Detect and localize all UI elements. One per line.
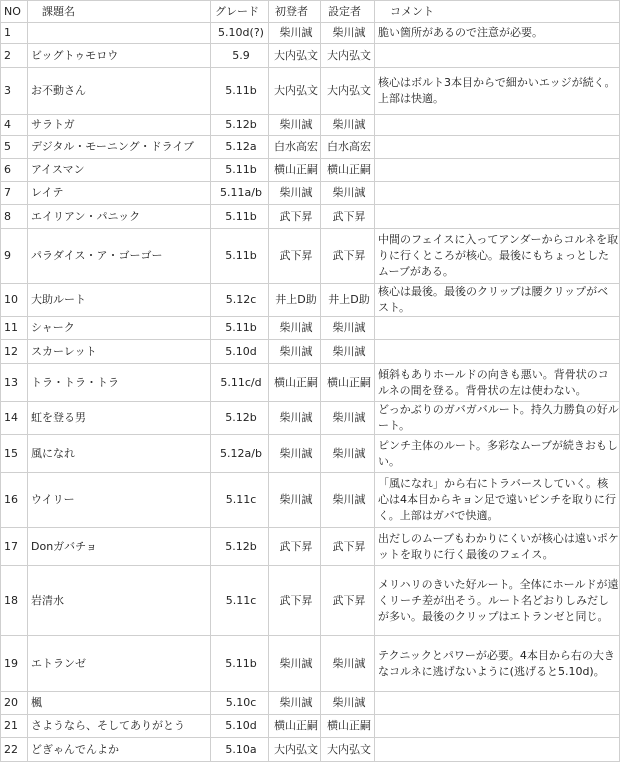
cell-setter: 柴川誠 (321, 317, 375, 340)
cell-no: 11 (1, 317, 28, 340)
cell-route-name: エトランゼ (28, 636, 211, 692)
table-row (1, 229, 620, 284)
cell-no: 17 (1, 528, 28, 566)
cell-grade: 5.11b (211, 636, 269, 692)
cell-grade: 5.12b (211, 115, 269, 136)
cell-first-ascent: 横山正嗣 (269, 364, 321, 402)
cell-first-ascent: 横山正嗣 (269, 159, 321, 182)
table-row (1, 115, 620, 136)
cell-grade: 5.9 (211, 44, 269, 68)
cell-route-name: シャーク (28, 317, 211, 340)
cell-grade: 5.11b (211, 317, 269, 340)
table-row (1, 715, 620, 738)
cell-no: 22 (1, 738, 28, 762)
table-row (1, 159, 620, 182)
cell-setter: 武下昇 (321, 566, 375, 636)
cell-route-name: ビッグトゥモロウ (28, 44, 211, 68)
cell-route-name: レイテ (28, 182, 211, 205)
cell-route-name: ウイリー (28, 473, 211, 528)
cell-no: 21 (1, 715, 28, 738)
cell-comment: 中間のフェイスに入ってアンダーからコルネを取りに行くところが核心。最後にもちょっとしたムーブがある。 (375, 229, 620, 284)
cell-setter: 武下昇 (321, 528, 375, 566)
cell-no: 16 (1, 473, 28, 528)
cell-no: 7 (1, 182, 28, 205)
cell-grade: 5.11c (211, 566, 269, 636)
cell-comment (375, 182, 620, 205)
cell-first-ascent: 白水高宏 (269, 136, 321, 159)
cell-first-ascent: 柴川誠 (269, 435, 321, 473)
cell-setter: 柴川誠 (321, 402, 375, 435)
table-row (1, 402, 620, 435)
cell-no: 9 (1, 229, 28, 284)
cell-route-name: 大助ルート (28, 284, 211, 317)
cell-grade: 5.11b (211, 159, 269, 182)
cell-first-ascent: 大内弘文 (269, 738, 321, 762)
cell-setter: 柴川誠 (321, 636, 375, 692)
cell-no: 13 (1, 364, 28, 402)
cell-comment: 核心はボルト3本目からで細かいエッジが続く。上部は快適。 (375, 68, 620, 115)
cell-comment: 出だしのムーブもわかりにくいが核心は遠いポケットを取りに行く最後のフェイス。 (375, 528, 620, 566)
cell-setter: 柴川誠 (321, 340, 375, 364)
cell-no: 5 (1, 136, 28, 159)
header-setter: 設定者 (321, 1, 375, 23)
cell-grade: 5.11b (211, 205, 269, 229)
cell-first-ascent: 大内弘文 (269, 68, 321, 115)
cell-setter: 柴川誠 (321, 182, 375, 205)
cell-first-ascent: 柴川誠 (269, 340, 321, 364)
cell-grade: 5.12a (211, 136, 269, 159)
cell-grade: 5.10d (211, 715, 269, 738)
cell-route-name: 風になれ (28, 435, 211, 473)
cell-route-name: トラ・トラ・トラ (28, 364, 211, 402)
cell-setter: 武下昇 (321, 205, 375, 229)
cell-grade: 5.11b (211, 229, 269, 284)
cell-setter: 柴川誠 (321, 23, 375, 44)
cell-grade: 5.10a (211, 738, 269, 762)
cell-grade: 5.12b (211, 402, 269, 435)
cell-route-name: どぎゃんでんよか (28, 738, 211, 762)
cell-route-name: スカーレット (28, 340, 211, 364)
cell-no: 3 (1, 68, 28, 115)
cell-grade: 5.10d (211, 340, 269, 364)
cell-comment (375, 159, 620, 182)
cell-setter: 横山正嗣 (321, 715, 375, 738)
cell-setter: 大内弘文 (321, 738, 375, 762)
cell-no: 20 (1, 692, 28, 715)
table-row (1, 284, 620, 317)
cell-comment (375, 317, 620, 340)
cell-route-name: デジタル・モーニング・ドライブ (28, 136, 211, 159)
cell-route-name: サラトガ (28, 115, 211, 136)
table-row (1, 566, 620, 636)
table-row (1, 23, 620, 44)
cell-first-ascent: 柴川誠 (269, 317, 321, 340)
cell-first-ascent: 大内弘文 (269, 44, 321, 68)
cell-comment: ピンチ主体のルート。多彩なムーブが続きおもしい。 (375, 435, 620, 473)
header-row (1, 1, 620, 23)
cell-grade: 5.11b (211, 68, 269, 115)
cell-comment (375, 44, 620, 68)
table-row (1, 340, 620, 364)
cell-comment (375, 692, 620, 715)
cell-route-name: お不動さん (28, 68, 211, 115)
cell-no: 12 (1, 340, 28, 364)
cell-route-name: アイスマン (28, 159, 211, 182)
table-row (1, 182, 620, 205)
table-row (1, 435, 620, 473)
header-no: NO (1, 1, 28, 23)
table-row (1, 364, 620, 402)
cell-comment: 核心は最後。最後のクリップは腰クリップがベスト。 (375, 284, 620, 317)
cell-no: 19 (1, 636, 28, 692)
cell-no: 10 (1, 284, 28, 317)
cell-comment: 脆い箇所があるので注意が必要。 (375, 23, 620, 44)
table-row (1, 205, 620, 229)
cell-setter: 横山正嗣 (321, 159, 375, 182)
table-row (1, 528, 620, 566)
cell-first-ascent: 柴川誠 (269, 692, 321, 715)
cell-route-name: エイリアン・パニック (28, 205, 211, 229)
header-first-ascent: 初登者 (269, 1, 321, 23)
cell-no: 15 (1, 435, 28, 473)
cell-grade: 5.11a/b (211, 182, 269, 205)
cell-route-name: パラダイス・ア・ゴーゴー (28, 229, 211, 284)
header-grade: グレード (211, 1, 269, 23)
cell-route-name: 岩清水 (28, 566, 211, 636)
header-name: 課題名 (28, 1, 211, 23)
cell-setter: 柴川誠 (321, 435, 375, 473)
cell-comment: 「風になれ」から右にトラバースしていく。核心は4本目からキョン足で遠いピンチを取りに行く。上部はガバで快適。 (375, 473, 620, 528)
cell-first-ascent: 柴川誠 (269, 23, 321, 44)
cell-comment (375, 738, 620, 762)
cell-route-name: 楓 (28, 692, 211, 715)
cell-no: 2 (1, 44, 28, 68)
cell-grade: 5.12b (211, 528, 269, 566)
cell-comment (375, 136, 620, 159)
cell-comment (375, 340, 620, 364)
cell-setter: 柴川誠 (321, 115, 375, 136)
cell-no: 6 (1, 159, 28, 182)
cell-first-ascent: 柴川誠 (269, 182, 321, 205)
cell-no: 1 (1, 23, 28, 44)
header-comment: コメント (375, 1, 620, 23)
cell-first-ascent: 横山正嗣 (269, 715, 321, 738)
table-row (1, 68, 620, 115)
cell-comment: テクニックとパワーが必要。4本目から右の大きなコルネに逃げないように(逃げると5.10d)。 (375, 636, 620, 692)
cell-first-ascent: 柴川誠 (269, 636, 321, 692)
cell-setter: 柴川誠 (321, 692, 375, 715)
cell-route-name (28, 23, 211, 44)
cell-first-ascent: 武下昇 (269, 566, 321, 636)
table-row (1, 473, 620, 528)
table-row (1, 636, 620, 692)
cell-setter: 柴川誠 (321, 473, 375, 528)
cell-grade: 5.11c (211, 473, 269, 528)
cell-first-ascent: 武下昇 (269, 205, 321, 229)
cell-comment (375, 715, 620, 738)
cell-comment (375, 205, 620, 229)
table-row (1, 692, 620, 715)
cell-no: 18 (1, 566, 28, 636)
cell-setter: 横山正嗣 (321, 364, 375, 402)
cell-comment: メリハリのきいた好ルート。全体にホールドが遠くリーチ差が出そう。ルート名どおりしみだしが多い。最後のクリップはエトランゼと同じ。 (375, 566, 620, 636)
cell-grade: 5.12c (211, 284, 269, 317)
table-row (1, 317, 620, 340)
cell-grade: 5.12a/b (211, 435, 269, 473)
cell-route-name: さようなら、そしてありがとう (28, 715, 211, 738)
cell-no: 8 (1, 205, 28, 229)
cell-no: 14 (1, 402, 28, 435)
cell-grade: 5.10c (211, 692, 269, 715)
cell-first-ascent: 武下昇 (269, 528, 321, 566)
table-row (1, 136, 620, 159)
table-row (1, 44, 620, 68)
cell-first-ascent: 柴川誠 (269, 473, 321, 528)
cell-route-name: Donガバチョ (28, 528, 211, 566)
cell-setter: 大内弘文 (321, 44, 375, 68)
cell-first-ascent: 柴川誠 (269, 402, 321, 435)
cell-comment (375, 115, 620, 136)
cell-grade: 5.10d(?) (211, 23, 269, 44)
cell-first-ascent: 武下昇 (269, 229, 321, 284)
cell-route-name: 虹を登る男 (28, 402, 211, 435)
table-row (1, 738, 620, 762)
cell-setter: 白水高宏 (321, 136, 375, 159)
cell-setter: 武下昇 (321, 229, 375, 284)
cell-first-ascent: 井上D助 (269, 284, 321, 317)
cell-comment: どっかぶりのガバガバルート。持久力勝負の好ルート。 (375, 402, 620, 435)
cell-first-ascent: 柴川誠 (269, 115, 321, 136)
cell-no: 4 (1, 115, 28, 136)
cell-setter: 井上D助 (321, 284, 375, 317)
cell-comment: 傾斜もありホールドの向きも悪い。背骨状のコルネの間を登る。背骨状の左は使わない。 (375, 364, 620, 402)
cell-setter: 大内弘文 (321, 68, 375, 115)
cell-grade: 5.11c/d (211, 364, 269, 402)
